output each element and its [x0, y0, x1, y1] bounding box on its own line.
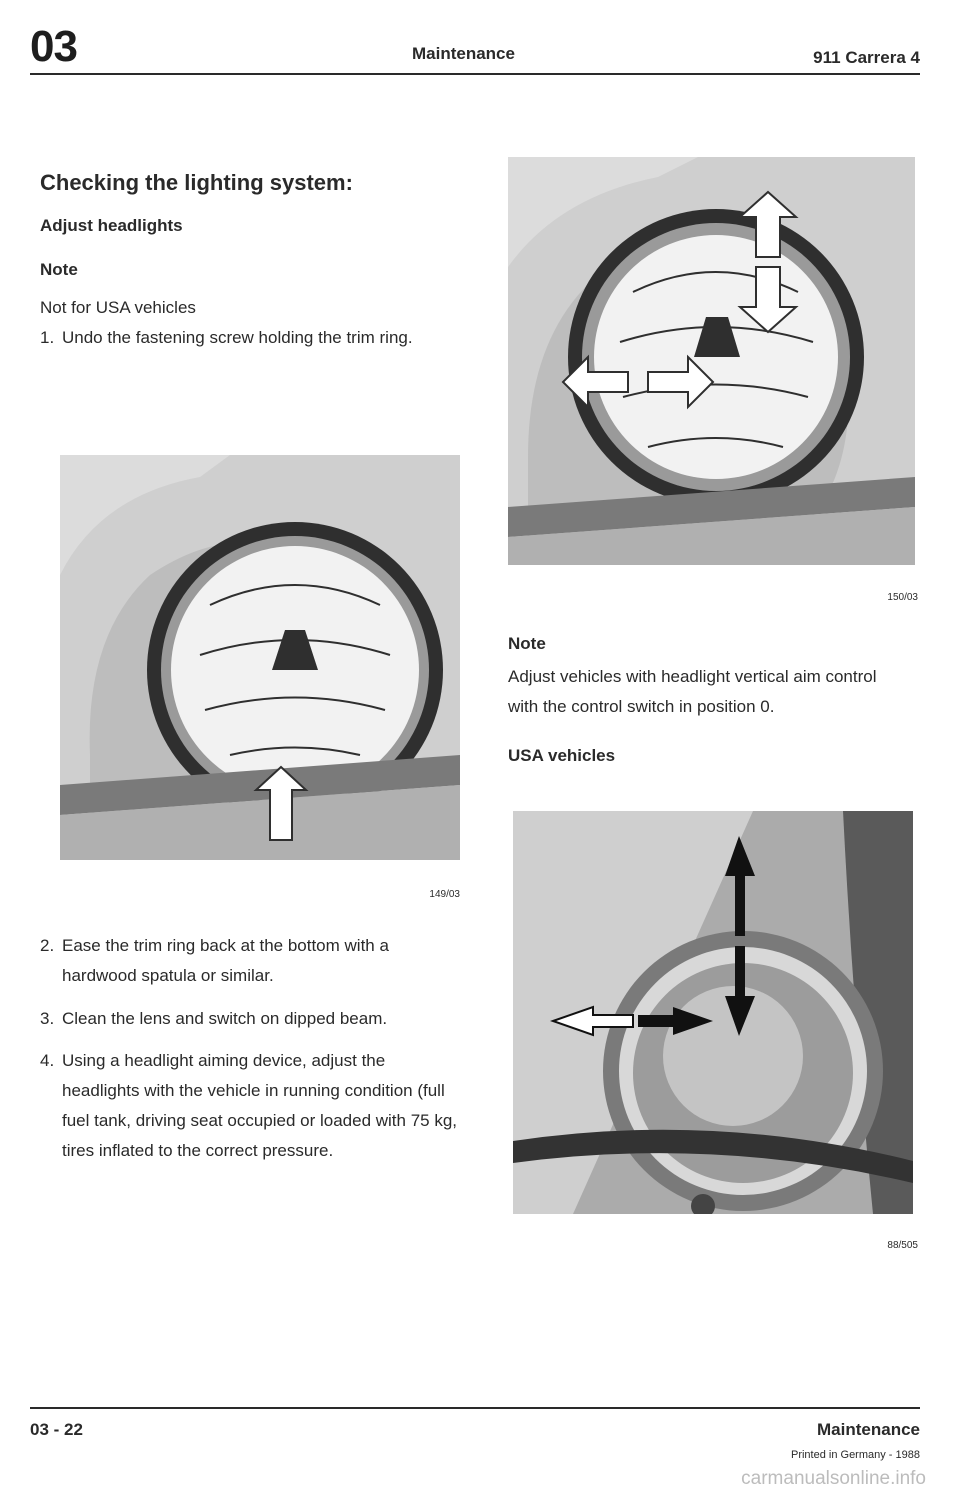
- step-2: [40, 931, 460, 991]
- step-text: Undo the fastening screw holding the trim ring.: [62, 328, 413, 347]
- step-text: Ease the trim ring back at the bottom with a hardwood spatula or similar.: [62, 936, 389, 985]
- note-text: Not for USA vehicles: [40, 298, 196, 317]
- header-model: 911 Carrera 4: [813, 48, 920, 67]
- chapter-number: 03: [30, 22, 77, 71]
- step-number: 2.: [40, 936, 55, 955]
- figure-headlight-trim-screw: [60, 455, 460, 860]
- section-heading: Checking the lighting system:: [40, 170, 353, 195]
- note-label: Note: [508, 634, 546, 653]
- headlight-adjust-illustration: [508, 157, 915, 565]
- subheading: Adjust headlights: [40, 216, 183, 235]
- note-text: Adjust vehicles with headlight vertical aim control with the control switch in position 0.: [508, 667, 877, 716]
- step-number: 3.: [40, 1009, 55, 1028]
- step-text: Using a headlight aiming device, adjust the headlights with the vehicle in running condition (full fuel tank, driving seat occupied or loaded with 75 kg, tires inflated to the correct pressure.: [62, 1051, 458, 1160]
- figure-caption: 150/03: [887, 592, 918, 603]
- step-1: [40, 323, 460, 353]
- header-title: Maintenance: [412, 44, 515, 63]
- usa-headlight-photo: [513, 811, 913, 1214]
- page-number: 03 - 22: [30, 1420, 83, 1439]
- step-3: [40, 1004, 460, 1034]
- step-4: [40, 1046, 460, 1166]
- header-rule: [30, 73, 920, 75]
- footer-section: Maintenance: [817, 1420, 920, 1439]
- note-label: Note: [40, 260, 78, 279]
- figure-headlight-adjust: [508, 157, 915, 565]
- figure-caption: 88/505: [887, 1240, 918, 1251]
- watermark: carmanualsonline.info: [741, 1468, 926, 1489]
- step-text: Clean the lens and switch on dipped beam.: [62, 1009, 388, 1028]
- step-number: 1.: [40, 328, 55, 347]
- figure-usa-headlight: [513, 811, 913, 1214]
- printed-note: Printed in Germany - 1988: [790, 1449, 920, 1461]
- usa-heading: USA vehicles: [508, 746, 616, 765]
- step-number: 4.: [40, 1051, 55, 1070]
- figure-caption: 149/03: [429, 889, 460, 900]
- footer-rule: [30, 1407, 920, 1409]
- headlight-illustration: [60, 455, 460, 860]
